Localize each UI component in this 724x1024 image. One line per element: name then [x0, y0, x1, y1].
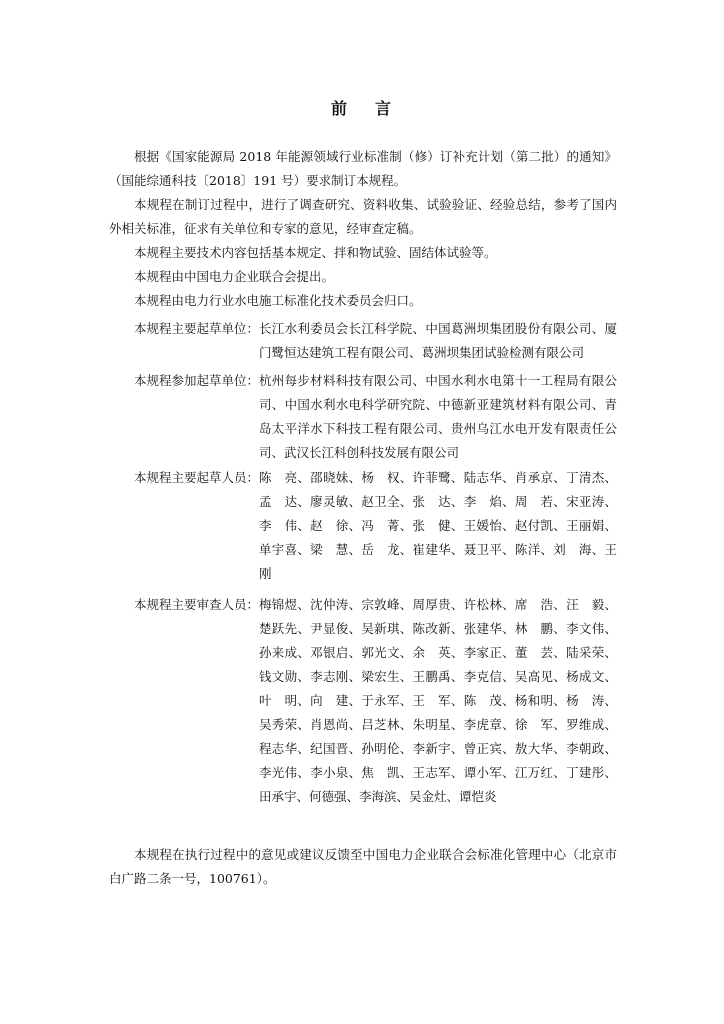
participating-drafting-units [109, 369, 617, 465]
page-title [0, 96, 724, 119]
entry-value: 杭州每步材料科技有限公司、中国水利水电第十一工程局有限公司、中国水利水电科学研究院、中德新亚建筑材料有限公司、青岛太平洋水下科技工程有限公司、贵州乌江水电开发有限责任公司、武汉长江科创科技发展有限公司 [259, 373, 617, 460]
entry-label: 本规程主要起草人员： [134, 470, 260, 485]
entry-value: 长江水利委员会长江科学院、中国葛洲坝集团股份有限公司、厦门鹭恒达建筑工程有限公司、葛洲坝集团试验检测有限公司 [259, 321, 617, 360]
entry-label: 本规程主要起草单位： [134, 321, 260, 336]
title-char-2: 言 [375, 99, 394, 118]
paragraph-process: 本规程在制订过程中，进行了调查研究、资料收集、试验验证、经验总结，参考了国内外相关标准，征求有关单位和专家的意见，经审查定稿。 [109, 197, 617, 236]
entry-label: 本规程参加起草单位： [134, 373, 260, 388]
entry-value: 梅锦煜、沈仲涛、宗敦峰、周厚贵、许松林、席 浩、汪 毅、楚跃先、尹显俊、吴新琪、陈改新、张建华、林 鹏、李文伟、孙来成、邓银启、郭光文、余 英、李家正、董 芸、陆采荣、钱文勋、李志刚、梁宏生、王鹏禹、李克信、吴高见、杨成文、叶 明、向 建、于永军、王 军、陈 茂、杨和明、杨 涛、吴秀荣、肖恩尚、吕芝林、朱明星、李虎章、徐 军、罗维成、程志华、纪国晋、孙明伦、李新宇、曾正宾、敖大华、李朝政、李光伟、李小泉、焦 凯、王志军、谭小军、江万红、丁建彤、田承宇、何德强、李海滨、吴金灶、谭恺炎 [259, 597, 617, 804]
entry-value: 陈 亮、邵晓妹、杨 权、许菲鹭、陆志华、肖承京、丁清杰、孟 达、廖灵敏、赵卫全、张 达、李 焰、周 若、宋亚涛、李 伟、赵 徐、冯 菁、张 健、王媛怡、赵付凯、王丽娟、单宇喜、梁 慧、岳 龙、崔建华、聂卫平、陈洋、刘 海、王 刚 [259, 470, 630, 581]
paragraph-proposer: 本规程由中国电力企业联合会提出。 [134, 269, 335, 284]
paragraph-content: 本规程主要技术内容包括基本规定、拌和物试验、固结体试验等。 [134, 245, 497, 260]
paragraph-feedback: 本规程在执行过程中的意见或建议反馈至中国电力企业联合会标准化管理中心（北京市白广路二条一号，100761）。 [109, 847, 617, 886]
main-reviewers [109, 593, 617, 809]
main-drafting-units [109, 317, 617, 365]
title-char-1: 前 [330, 99, 349, 118]
paragraph-basis: 根据《国家能源局 2018 年能源领域行业标准制（修）订补充计划（第二批）的通知》（国能综通科技〔2018〕191 号）要求制订本规程。 [109, 149, 617, 188]
main-drafters [109, 466, 630, 586]
entry-label: 本规程主要审查人员： [134, 597, 260, 612]
paragraph-administrator: 本规程由电力行业水电施工标准化技术委员会归口。 [134, 293, 422, 308]
